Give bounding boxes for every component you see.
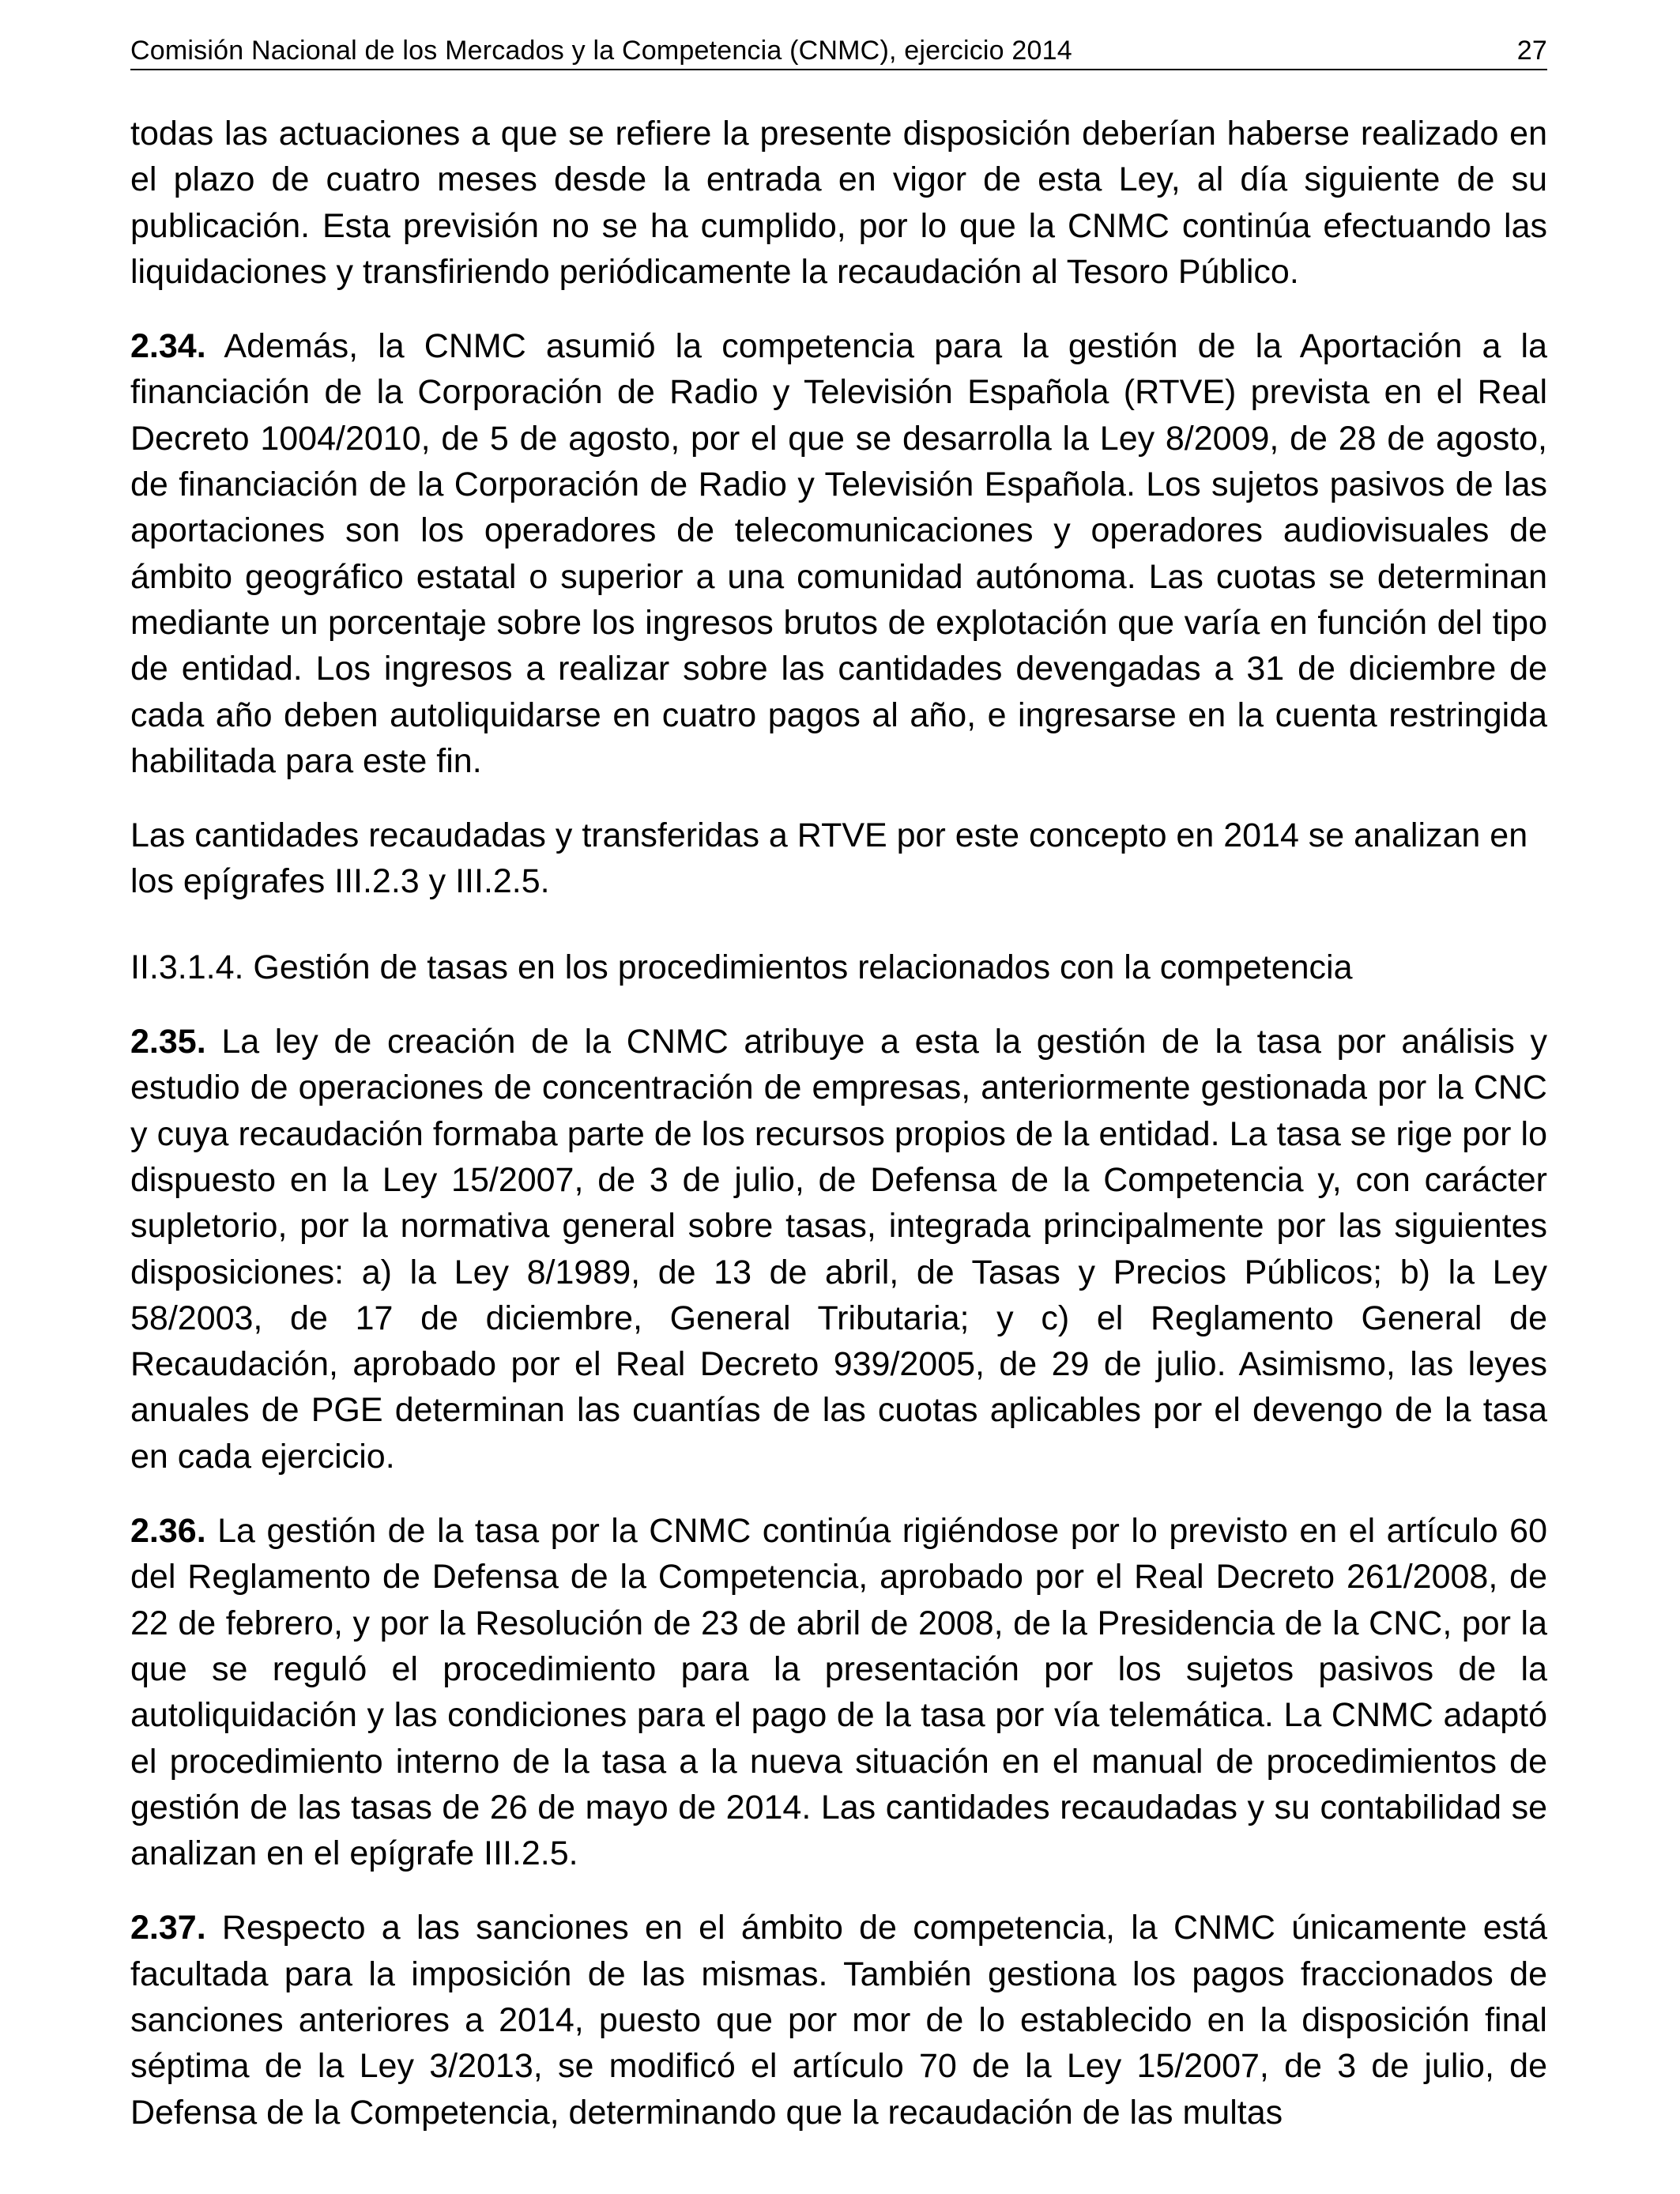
document-body — [130, 111, 1547, 2164]
paragraph-2-35 — [130, 1019, 1547, 1480]
paragraph-text: La gestión de la tasa por la CNMC continúa rigiéndose por lo previsto en el artículo 60 del Reglamento de Defensa de la Competencia, aprobado por el Real Decreto 261/2008, de 22 de febrero, y por la Resolución de 23 de abril de 2008, de la Presidencia de la CNC, por la que se reguló el procedimiento para la presentación por los sujetos pasivos de la autoliquidación y las condiciones para el pago de la tasa por vía telemática. La CNMC adaptó el procedimiento interno de la tasa a la nueva situación en el manual de procedimientos de gestión de las tasas de 26 de mayo de 2014. Las cantidades recaudadas y su contabilidad se analizan en el epígrafe III.2.5. — [130, 1512, 1547, 1873]
paragraph-rtve-amounts — [130, 812, 1547, 905]
paragraph-2-34 — [130, 323, 1547, 784]
paragraph-text: todas las actuaciones a que se refiere la presente disposición deberían haberse realizado en el plazo de cuatro meses desde la entrada en vigor de esta Ley, al día siguiente de su publicación. Esta previsión no se ha cumplido, por lo que la CNMC continúa efectuando las liquidaciones y transfiriendo periódicamente la recaudación al Tesoro Público. — [130, 115, 1547, 291]
paragraph-2-37 — [130, 1905, 1547, 2135]
paragraph-continuation — [130, 111, 1547, 295]
paragraph-number: 2.35. — [130, 1023, 206, 1061]
section-heading: II.3.1.4. Gestión de tasas en los procedimientos relacionados con la competencia — [130, 948, 1353, 986]
paragraph-text: Las cantidades recaudadas y transferidas a RTVE por este concepto en 2014 se analizan en los epígrafes III.2.3 y III.2.5. — [130, 816, 1528, 901]
paragraph-number: 2.36. — [130, 1512, 206, 1551]
paragraph-text: Respecto a las sanciones en el ámbito de competencia, la CNMC únicamente está facultada para la imposición de las mismas. También gestiona los pagos fraccionados de sanciones anteriores a 2014, puesto que por mor de lo establecido en la disposición final séptima de la Ley 3/2013, se modificó el artículo 70 de la Ley 15/2007, de 3 de julio, de Defensa de la Competencia, determinando que la recaudación de las multas — [130, 1909, 1547, 2132]
header-title: Comisión Nacional de los Mercados y la Competencia (CNMC), ejercicio 2014 — [130, 36, 1072, 66]
paragraph-number: 2.37. — [130, 1909, 206, 1947]
paragraph-2-36 — [130, 1508, 1547, 1876]
paragraph-text: Además, la CNMC asumió la competencia para la gestión de la Aportación a la financiación de la Corporación de Radio y Televisión Española (RTVE) prevista en el Real Decreto 1004/2010, de 5 de agosto, por el que se desarrolla la Ley 8/2009, de 28 de agosto, de financiación de la Corporación de Radio y Televisión Española. Los sujetos pasivos de las aportaciones son los operadores de telecomunicaciones y operadores audiovisuales de ámbito geográfico estatal o superior a una comunidad autónoma. Las cuotas se determinan mediante un porcentaje sobre los ingresos brutos de explotación que varía en función del tipo de entidad. Los ingresos a realizar sobre las cantidades devengadas a 31 de diciembre de cada año deben autoliquidarse en cuatro pagos al año, e ingresarse en la cuenta restringida habilitada para este fin. — [130, 327, 1548, 780]
page-header — [130, 33, 1547, 66]
paragraph-text: La ley de creación de la CNMC atribuye a esta la gestión de la tasa por análisis y estudio de operaciones de concentración de empresas, anteriormente gestionada por la CNC y cuya recaudación formaba parte de los recursos propios de la entidad. La tasa se rige por lo dispuesto en la Ley 15/2007, de 3 de julio, de Defensa de la Competencia y, con carácter supletorio, por la normativa general sobre tasas, integrada principalmente por las siguientes disposiciones: a) la Ley 8/1989, de 13 de abril, de Tasas y Precios Públicos; b) la Ley 58/2003, de 17 de diciembre, General Tributaria; y c) el Reglamento General de Recaudación, aprobado por el Real Decreto 939/2005, de 29 de julio. Asimismo, las leyes anuales de PGE determinan las cuantías de las cuotas aplicables por el devengo de la tasa en cada ejercicio. — [130, 1023, 1547, 1476]
page-number: 27 — [1516, 36, 1547, 66]
header-divider — [130, 69, 1547, 70]
paragraph-number: 2.34. — [130, 327, 206, 366]
